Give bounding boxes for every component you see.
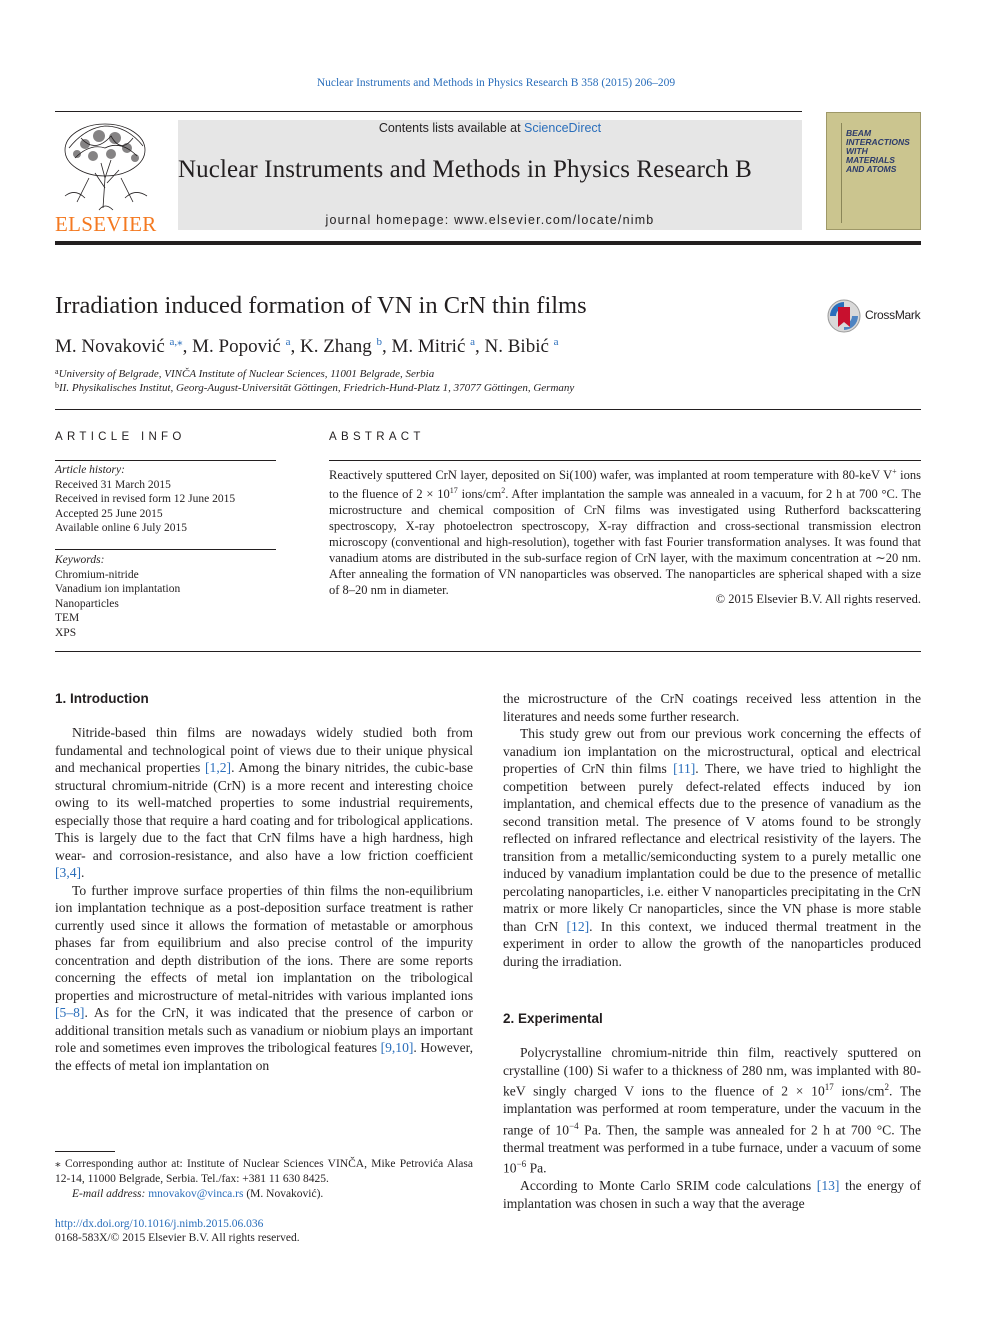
abstract-heading: ABSTRACT xyxy=(329,431,425,443)
divider xyxy=(55,651,921,652)
affiliation: $^b$II. Physikalisches Institut, Georg-August-Universität Göttingen, Friedrich-Hund-Platz 1, 37077 Göttingen, Germany xyxy=(55,381,575,394)
section-heading-experimental: 2. Experimental xyxy=(503,1011,603,1026)
paragraph: Nitride-based thin films are nowadays widely studied both from fundamental and technological point of views due to their unique physical and mechanical properties [1,2]. Among the binary nitrides, the cubic-base structural chromium-nitride (CrN) is a more recent and interesting choice owing to its well-matched properties to some industrial requirements, especially those that require a hard coating and for tribological applications. This is largely due to the fact that CrN films have a high hardness, high wear- and corrosion-resistance, and also have a low friction coefficient [3,4]. xyxy=(55,725,473,880)
keyword: Chromium-nitride xyxy=(55,568,139,581)
keyword: Vanadium ion implantation xyxy=(55,583,181,595)
affiliation-link[interactable]: a,⁎ xyxy=(169,336,183,348)
author[interactable]: M. Novaković $^{a,⁎}$ xyxy=(55,336,183,357)
keyword: XPS xyxy=(55,626,77,639)
keyword: Nanoparticles xyxy=(55,597,119,610)
journal-title[interactable]: Nuclear Instruments and Methods in Physics Research B xyxy=(178,156,752,183)
left-column xyxy=(55,724,473,1074)
email-link[interactable]: mnovakov@vinca.rs xyxy=(148,1188,244,1200)
doi-link[interactable]: http://dx.doi.org/10.1016/j.nimb.2015.06.036 xyxy=(55,1218,264,1230)
author[interactable]: K. Zhang $^b$ xyxy=(299,336,382,357)
crossmark-label: CrossMark xyxy=(865,308,921,322)
affiliation-link[interactable]: a xyxy=(470,336,476,348)
keywords: Keywords: Chromium-nitride Vanadium ion implantation Nanoparticles TEM XPS xyxy=(55,554,181,639)
affiliation-link[interactable]: a xyxy=(553,336,559,348)
issn-line: 0168-583X/© 2015 Elsevier B.V. All rights reserved. xyxy=(55,1232,300,1244)
corresponding-author-footnote: ⁎ Corresponding author at: Institute of Nuclear Sciences VINČA, Mike Petrovića Alasa 12-14, 11000 Belgrade, Serbia. Tel./fax: +381 11 630 8425. xyxy=(55,1158,473,1185)
header-rule xyxy=(55,111,802,112)
journal-cover-thumbnail[interactable] xyxy=(826,112,921,230)
author[interactable]: M. Popović $^a$ xyxy=(192,336,291,357)
cover-title: BEAM INTERACTIONS WITH MATERIALS AND ATOMS xyxy=(846,128,910,174)
article-info-heading: ARTICLE INFO xyxy=(55,431,186,443)
cover-line xyxy=(841,123,842,223)
affiliation-link[interactable]: a xyxy=(285,336,291,348)
paragraph: To further improve surface properties of thin films the non-equilibrium ion implantation technique as a post-deposition surface treatment is rather currently used since it allows the formation of metastable or amorphous phases far from equilibrium and also precise control of the impurity concentration and depth distribution of the ions. There are some reports concerning the effects of metal ion implantation on the tribological properties and microstructure of metal-nitrides with various implanted ions [5–8]. As for the CrN, it was indicated that the presence of carbon or additional transition metals such as vanadium or niobium plays an important role and sometimes even improves the tribological features [9,10]. However, the effects of metal ion implantation on xyxy=(55,882,473,1073)
citation-link[interactable]: [1,2] xyxy=(205,760,232,775)
author[interactable]: N. Bibić $^a$ xyxy=(484,336,559,357)
header-thick-rule xyxy=(55,241,921,245)
paragraph: According to Monte Carlo SRIM code calculations [13] the energy of implantation was chosen in such a way that the average xyxy=(503,1178,921,1211)
email-footnote: E-mail address: mnovakov@vinca.rs (M. Novaković). xyxy=(72,1188,324,1200)
elsevier-tree-icon xyxy=(55,118,155,212)
author[interactable]: M. Mitrić $^a$ xyxy=(391,336,476,357)
contents-line xyxy=(178,121,802,135)
author-list: M. Novaković $^{a,⁎}$, M. Popović $^a$, K. Zhang $^b$, M. Mitrić $^a$, N. Bibić $^a$ xyxy=(55,336,559,357)
divider xyxy=(329,460,921,461)
divider xyxy=(55,409,921,410)
abstract-text: Reactively sputtered CrN layer, deposited on Si(100) wafer, was implanted at room temperature with 80-keV V+ ions to the fluence of $2 \times 10^{17}$ ions/$cm^2$. After implantation the sample was annealed in a vacuum, for 2 h at 700 °C. The microstructure and chemical composition of CrN films was investigated using Rutherford backscattering spectroscopy, X-ray photoelectron spectroscopy, X-ray diffraction and cross-sectional transmission electron microscopy (conventional and high-resolution), together with fast Fourier transformation analyses. It was found that vanadium atoms are distributed in the sub-surface region of CrN layer, with the maximum concentration at ∼20 nm. After annealing the formation of VN nanoparticles was observed. The nanoparticles are spherical shaped with a size of 8–20 nm in diameter. xyxy=(329,467,922,598)
divider xyxy=(55,460,276,461)
crossmark-badge[interactable] xyxy=(826,298,926,334)
contents-prefix: Contents lists available at xyxy=(378,121,525,135)
journal-homepage[interactable]: journal homepage: www.elsevier.com/locate/nimb xyxy=(325,213,655,227)
paragraph: Polycrystalline chromium-nitride thin film, reactively sputtered on crystalline (100) Si wafer to a thickness of 280 nm, was implanted with 80-keV singly charged V ions to the fluence of $2 \times 10^{17}$ ions/$cm^2$. The implantation was performed at room temperature, under the vacuum in the range of $10^{-4}$ Pa. Then, the sample was annealed for 2 h at 700 °C. The thermal treatment was performed in a tube furnace, under a vacuum of some $10^{-6}$ Pa. xyxy=(503,1045,922,1176)
elsevier-logo[interactable] xyxy=(55,118,155,236)
sciencedirect-link[interactable]: ScienceDirect xyxy=(524,121,602,135)
citation-link[interactable]: [11] xyxy=(673,761,696,776)
divider xyxy=(55,549,276,550)
paragraph: the microstructure of the CrN coatings received less attention in the literatures and needs some further research. xyxy=(503,691,921,724)
elsevier-wordmark: ELSEVIER xyxy=(55,212,157,236)
crossmark-icon xyxy=(826,298,862,334)
right-column xyxy=(503,690,921,970)
right-column-experimental xyxy=(503,1044,921,1212)
copyright-notice: © 2015 Elsevier B.V. All rights reserved. xyxy=(715,592,921,606)
paragraph: This study grew out from our previous work concerning the effects of vanadium ion implantation on the microstructural, optical and electrical properties of CrN thin films [11]. There, we have tried to highlight the competition between purely defect-related effects induced by ion implantation, and chemical effects due to the presence of vanadium as the second transition metal. The presence of V atoms found to be strongly reflected on infrared reflectance and electrical resistivity of the layers. The transition from a metallic/semiconducting system to a purely metallic one induced by vanadium implantation could be due to the presence of metallic percolating nanoparticles, i.e. either V nanoparticles precipitating in the CrN matrix or more likely Cr nanoparticles, since the VN phase is more stable than CrN [12]. In this context, we induced thermal treatment in the experiment in order to allow the growth of the nanoparticles produced during the irradiation. xyxy=(503,726,921,969)
citation-link[interactable]: [12] xyxy=(566,918,590,934)
citation-link[interactable]: [5–8] xyxy=(55,1005,85,1020)
affiliation-link[interactable]: b xyxy=(376,336,382,348)
article-history: Article history: Received 31 March 2015 Received in revised form 12 June 2015 Accepted 25 June 2015 Available online 6 July 2015 xyxy=(55,464,236,534)
article-title: Irradiation induced formation of VN in CrN thin films xyxy=(55,292,587,319)
citation-link[interactable]: [9,10] xyxy=(380,1040,414,1055)
citation-link[interactable]: [13] xyxy=(816,1178,840,1194)
footnote-rule xyxy=(55,1151,115,1152)
keyword: TEM xyxy=(55,612,80,624)
affiliation: $^a$University of Belgrade, VINČA Institute of Nuclear Sciences, 11001 Belgrade, Serbia xyxy=(55,367,435,380)
section-heading-introduction: 1. Introduction xyxy=(55,691,149,706)
citation-link[interactable]: [3,4] xyxy=(55,865,82,880)
journal-reference-link[interactable]: Nuclear Instruments and Methods in Physics Research B 358 (2015) 206–209 xyxy=(316,77,676,89)
